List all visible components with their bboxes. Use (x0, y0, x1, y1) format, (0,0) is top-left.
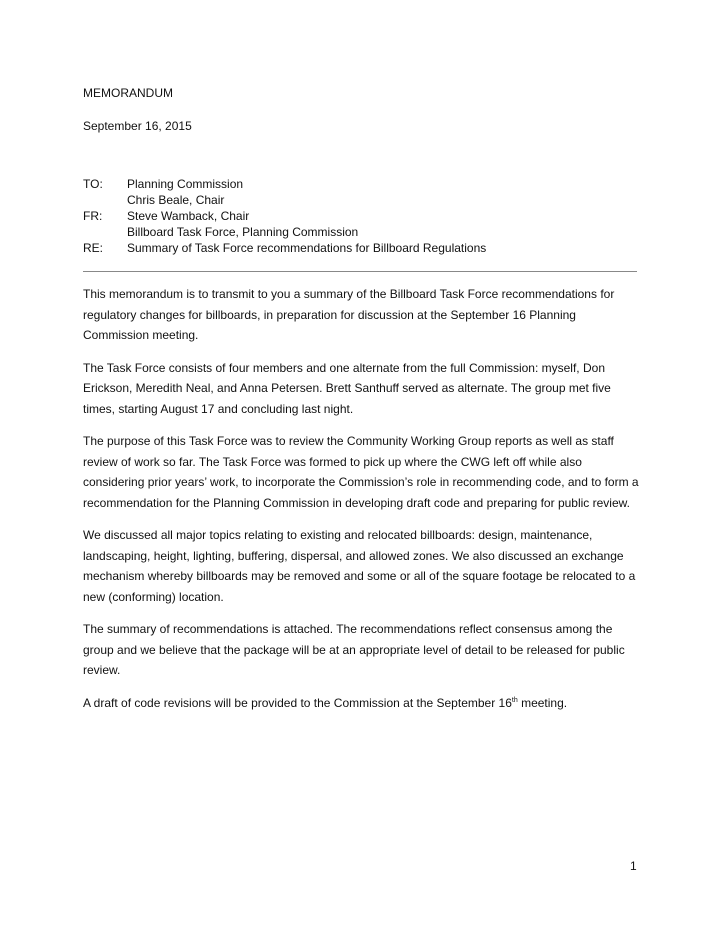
body-paragraph: This memorandum is to transmit to you a summary of the Billboard Task Force recommendations for regulatory changes for billboards, in preparation for discussion at the September 16 Planning Commission meeting. (83, 287, 615, 342)
ordinal-superscript: th (511, 696, 518, 704)
header-row-from-continued (83, 224, 643, 240)
body-paragraph: The purpose of this Task Force was to review the Community Working Group reports as well as staff review of work so far. The Task Force was formed to pick up where the CWG left off while also considering prior years’ work, to incorporate the Commission’s role in recommending code, and to form a recommendation for the Planning Commission in developing draft code and preparing for public review. (83, 434, 639, 510)
page-number: 1 (630, 859, 637, 873)
closing-text-end: meeting. (517, 695, 568, 710)
header-row-re (83, 240, 643, 256)
memo-body (83, 284, 643, 725)
header-key: FR: (83, 209, 103, 223)
header-row-to (83, 176, 643, 192)
header-value: Summary of Task Force recommendations for Billboard Regulations (127, 241, 487, 255)
header-key (83, 192, 127, 208)
header-divider (83, 271, 637, 272)
header-key: RE: (83, 241, 104, 255)
header-row-from (83, 208, 643, 224)
closing-paragraph (83, 693, 643, 714)
closing-text: A draft of code revisions will be provided to the Commission at the September 16 (83, 695, 512, 710)
header-value: Steve Wamback, Chair (127, 209, 250, 223)
body-paragraph: We discussed all major topics relating to existing and relocated billboards: design, maintenance, landscaping, height, lighting, buffering, dispersal, and allowed zones. We also discussed an exchange mechanism whereby billboards may be removed and some or all of the square footage be relocated to a new (conforming) location. (83, 528, 636, 604)
header-value: Chris Beale, Chair (127, 193, 225, 207)
memo-header-block (83, 176, 643, 256)
header-row-to-continued (83, 192, 643, 208)
header-value: Billboard Task Force, Planning Commission (127, 225, 359, 239)
body-paragraph: The Task Force consists of four members and one alternate from the full Commission: myself, Don Erickson, Meredith Neal, and Anna Petersen. Brett Santhuff served as alternate. The group met five times, starting August 17 and concluding last night. (83, 360, 611, 416)
body-paragraph: The summary of recommendations is attached. The recommendations reflect consensus among the group and we believe that the package will be at an appropriate level of detail to be released for public review. (83, 622, 625, 677)
memo-heading: MEMORANDUM (83, 86, 173, 100)
header-key (83, 224, 127, 240)
header-key: TO: (83, 177, 103, 191)
memo-date: September 16, 2015 (83, 119, 192, 133)
header-value: Planning Commission (127, 177, 244, 191)
